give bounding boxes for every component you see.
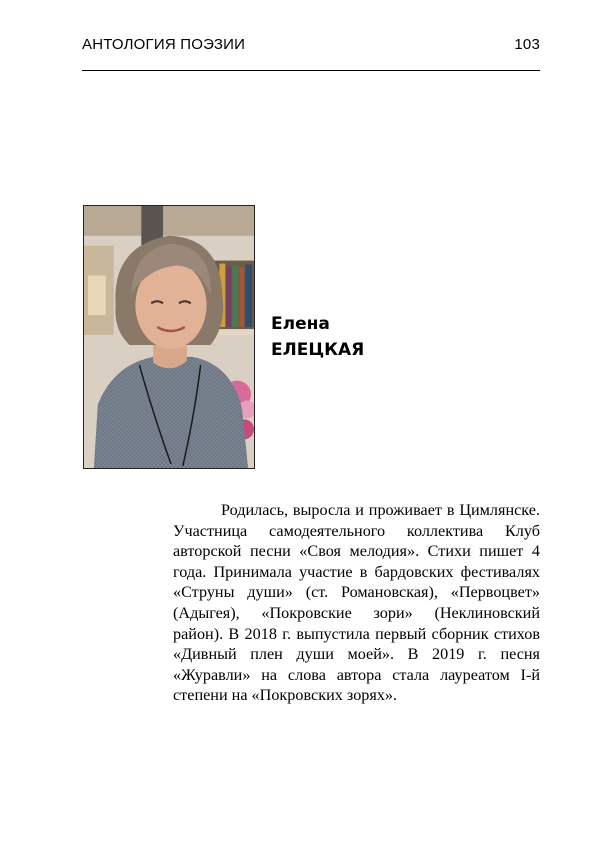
author-photo bbox=[83, 205, 255, 469]
portrait-image bbox=[84, 206, 254, 468]
author-last-name: ЕЛЕЦКАЯ bbox=[271, 340, 365, 360]
book-title: АНТОЛОГИЯ ПОЭЗИИ bbox=[82, 36, 246, 53]
page-number: 103 bbox=[514, 36, 540, 53]
author-biography: Родилась, выросла и проживает в Цимлянске. Участница самодеятельного коллектива Клуб авторской песни «Своя мелодия». Стихи пишет 4 года. Принимала участие в бардовских фестивалях «Струны души» (ст. Романовская), «Первоцвет» (Адыгея), «Покровские зори» (Неклиновский район). В 2018 г. выпустила первый сборник стихов «Дивный плен души моей». В 2019 г. песня «Журавли» на слова автора стала лауреатом I-й степени на «Покровских зорях». bbox=[173, 501, 540, 705]
author-first-name: Елена bbox=[271, 314, 330, 334]
author-name bbox=[271, 311, 364, 363]
running-header bbox=[82, 36, 540, 62]
header-rule bbox=[82, 70, 540, 71]
